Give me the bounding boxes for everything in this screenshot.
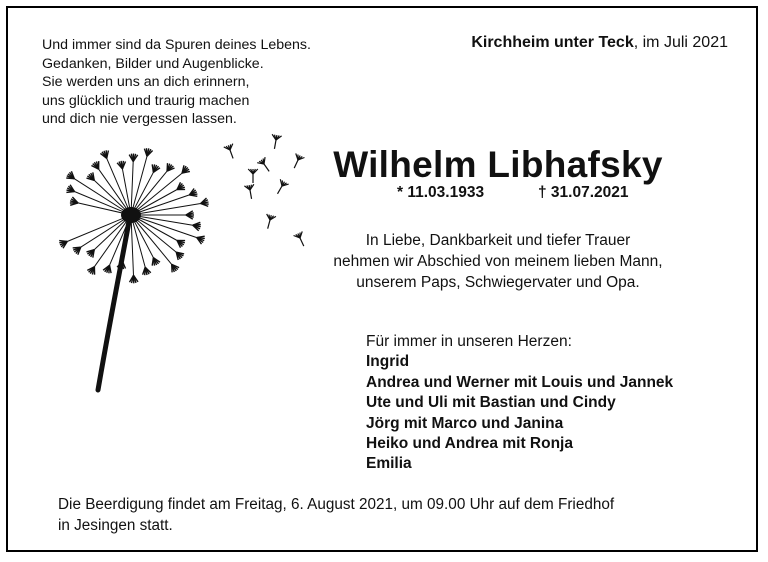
funeral-line: Die Beerdigung findet am Freitag, 6. August 2021, um 09.00 Uhr auf dem Friedhof bbox=[58, 496, 615, 513]
obituary-frame bbox=[6, 6, 758, 552]
funeral-notice bbox=[58, 495, 614, 536]
message-line: unserem Paps, Schwiegervater und Opa. bbox=[356, 274, 640, 291]
family-member: Ute und Uli mit Bastian und Cindy bbox=[366, 394, 616, 412]
birth-date: * 11.03.1933 bbox=[397, 184, 485, 201]
family-member: Andrea und Werner mit Louis und Jannek bbox=[366, 373, 674, 391]
family-member: Emilia bbox=[366, 455, 412, 473]
poem-line: Sie werden uns an dich erinnern, bbox=[42, 74, 250, 90]
place-date bbox=[471, 34, 728, 52]
death-date: † 31.07.2021 bbox=[538, 184, 629, 201]
family-member: Ingrid bbox=[366, 353, 410, 371]
place: Kirchheim unter Teck bbox=[471, 34, 634, 51]
family-member: Jörg mit Marco und Janina bbox=[366, 414, 564, 432]
family-intro: Für immer in unseren Herzen: bbox=[366, 333, 572, 350]
date: , im Juli 2021 bbox=[633, 34, 728, 51]
family-member: Heiko und Andrea mit Ronja bbox=[366, 435, 573, 453]
poem-line: Und immer sind da Spuren deines Lebens. bbox=[42, 37, 311, 53]
message-line: nehmen wir Abschied von meinem lieben Mann, bbox=[333, 253, 663, 270]
poem-line: und dich nie vergessen lassen. bbox=[42, 111, 237, 127]
poem bbox=[42, 36, 311, 129]
poem-line: uns glücklich und traurig machen bbox=[42, 92, 250, 109]
family-list bbox=[366, 332, 673, 475]
funeral-line: in Jesingen statt. bbox=[58, 516, 173, 534]
mourning-message bbox=[298, 230, 698, 293]
deceased-name: Wilhelm Libhafsky bbox=[333, 144, 663, 185]
poem-line: Gedanken, Bilder und Augenblicke. bbox=[42, 55, 264, 72]
message-line: In Liebe, Dankbarkeit und tiefer Trauer bbox=[365, 232, 631, 249]
